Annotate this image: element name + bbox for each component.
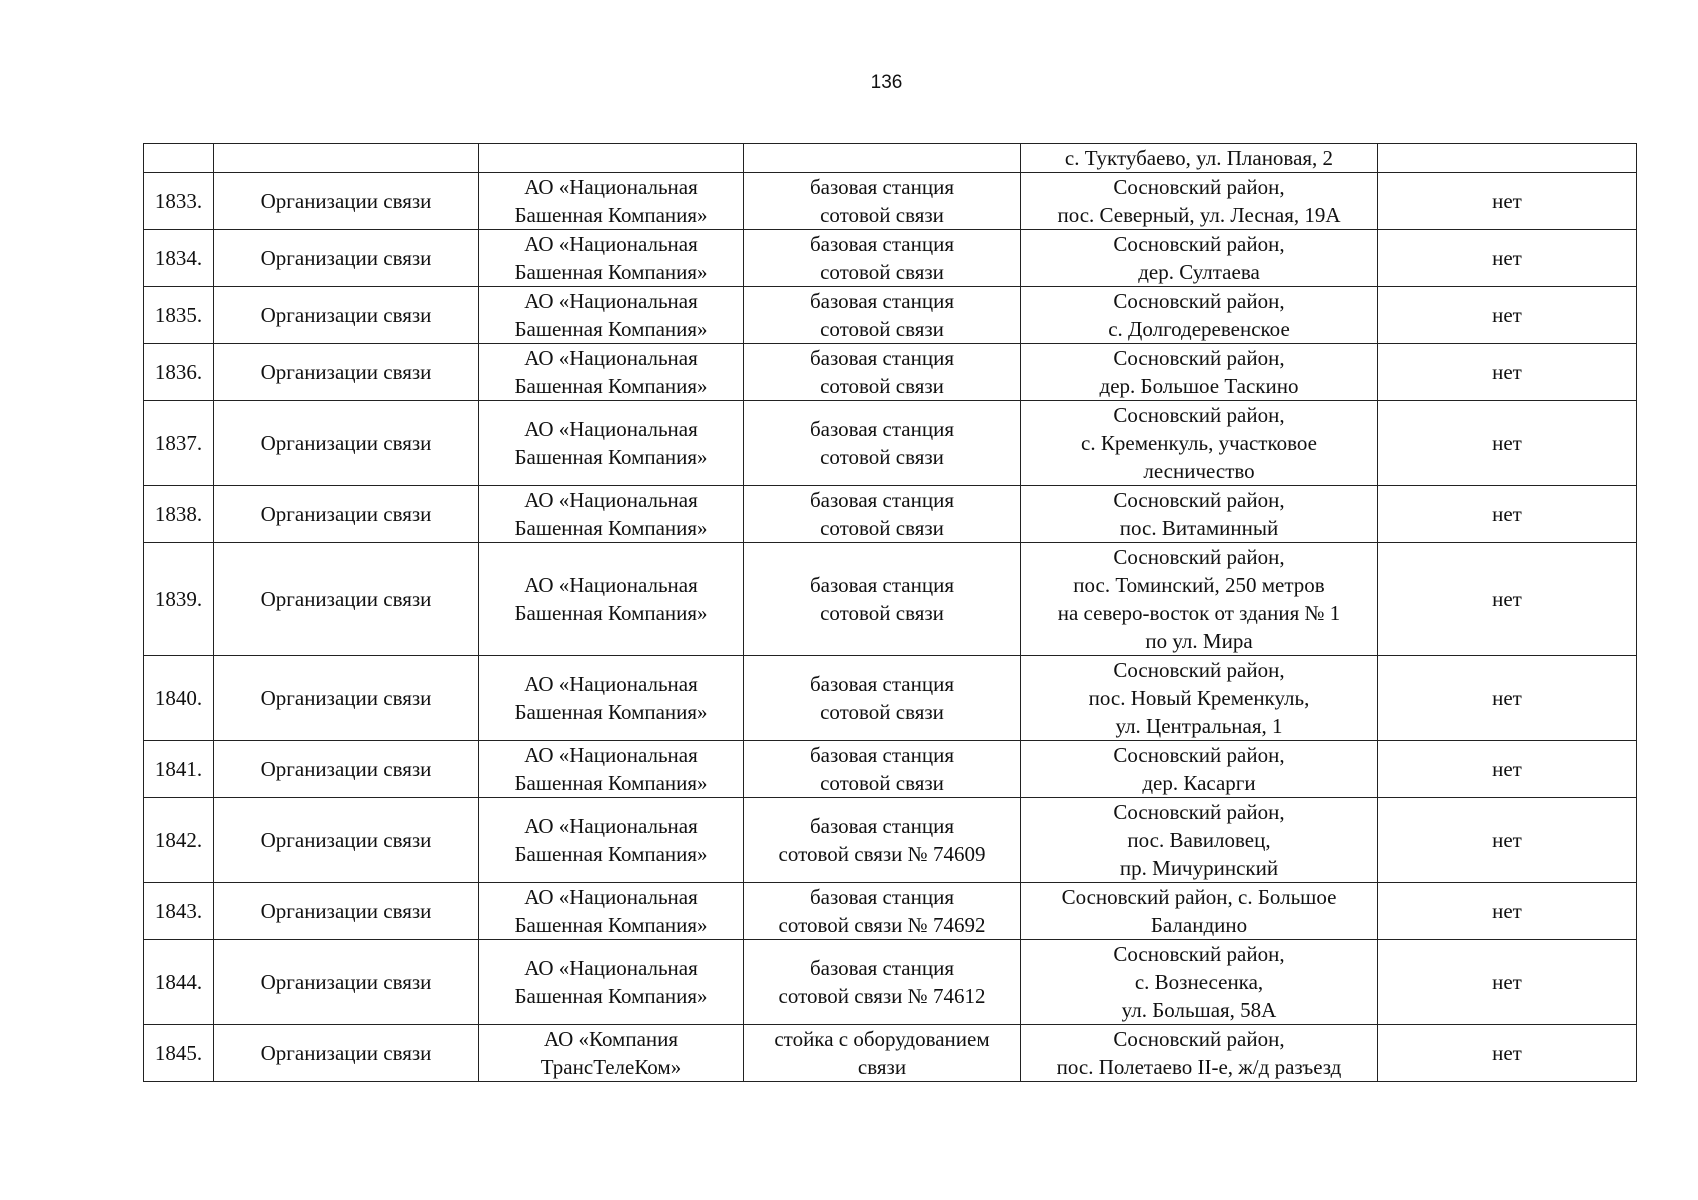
cell-address: Сосновский район, пос. Витаминный <box>1021 486 1378 543</box>
cell-category: Организации связи <box>214 486 479 543</box>
cell-number: 1840. <box>144 656 214 741</box>
cell-address: с. Туктубаево, ул. Плановая, 2 <box>1021 144 1378 173</box>
cell-number: 1837. <box>144 401 214 486</box>
cell-flag: нет <box>1378 173 1637 230</box>
table-row <box>144 401 1637 486</box>
cell-number: 1843. <box>144 883 214 940</box>
cell-object: базовая станция сотовой связи <box>744 401 1021 486</box>
cell-address: Сосновский район, с. Вознесенка, ул. Большая, 58А <box>1021 940 1378 1025</box>
table-row <box>144 798 1637 883</box>
cell-category: Организации связи <box>214 401 479 486</box>
registry-table-body <box>144 144 1637 1082</box>
cell-flag: нет <box>1378 543 1637 656</box>
cell-address: Сосновский район, с. Большое Баландино <box>1021 883 1378 940</box>
registry-table <box>143 143 1637 1082</box>
cell-category: Организации связи <box>214 940 479 1025</box>
cell-organization: АО «Национальная Башенная Компания» <box>479 401 744 486</box>
page-number: 136 <box>870 72 903 93</box>
cell-organization: АО «Национальная Башенная Компания» <box>479 798 744 883</box>
cell-object: базовая станция сотовой связи <box>744 287 1021 344</box>
cell-number: 1845. <box>144 1025 214 1082</box>
cell-object <box>744 144 1021 173</box>
cell-object: базовая станция сотовой связи <box>744 173 1021 230</box>
cell-number: 1833. <box>144 173 214 230</box>
cell-organization: АО «Национальная Башенная Компания» <box>479 230 744 287</box>
table-row <box>144 741 1637 798</box>
cell-flag: нет <box>1378 401 1637 486</box>
table-row <box>144 543 1637 656</box>
cell-flag: нет <box>1378 486 1637 543</box>
cell-address: Сосновский район, дер. Большое Таскино <box>1021 344 1378 401</box>
cell-category: Организации связи <box>214 883 479 940</box>
cell-flag: нет <box>1378 287 1637 344</box>
cell-number: 1841. <box>144 741 214 798</box>
cell-category: Организации связи <box>214 741 479 798</box>
table-row <box>144 287 1637 344</box>
cell-organization: АО «Национальная Башенная Компания» <box>479 883 744 940</box>
cell-number <box>144 144 214 173</box>
cell-flag: нет <box>1378 940 1637 1025</box>
cell-number: 1842. <box>144 798 214 883</box>
cell-address: Сосновский район, пос. Томинский, 250 метров на северо-восток от здания № 1 по ул. Мира <box>1021 543 1378 656</box>
cell-category: Организации связи <box>214 230 479 287</box>
cell-number: 1839. <box>144 543 214 656</box>
cell-object: стойка с оборудованием связи <box>744 1025 1021 1082</box>
cell-number: 1844. <box>144 940 214 1025</box>
cell-object: базовая станция сотовой связи <box>744 741 1021 798</box>
cell-category: Организации связи <box>214 1025 479 1082</box>
cell-object: базовая станция сотовой связи <box>744 543 1021 656</box>
cell-organization: АО «Национальная Башенная Компания» <box>479 173 744 230</box>
cell-object: базовая станция сотовой связи <box>744 656 1021 741</box>
table-row <box>144 486 1637 543</box>
cell-organization: АО «Национальная Башенная Компания» <box>479 656 744 741</box>
cell-organization: АО «Компания ТрансТелеКом» <box>479 1025 744 1082</box>
cell-number: 1836. <box>144 344 214 401</box>
cell-address: Сосновский район, дер. Касарги <box>1021 741 1378 798</box>
table-row <box>144 940 1637 1025</box>
cell-address: Сосновский район, пос. Полетаево II-е, ж/д разъезд <box>1021 1025 1378 1082</box>
cell-organization: АО «Национальная Башенная Компания» <box>479 940 744 1025</box>
table-row <box>144 173 1637 230</box>
cell-flag: нет <box>1378 798 1637 883</box>
cell-organization: АО «Национальная Башенная Компания» <box>479 287 744 344</box>
cell-address: Сосновский район, пос. Новый Кременкуль, ул. Центральная, 1 <box>1021 656 1378 741</box>
cell-address: Сосновский район, с. Кременкуль, участковое лесничество <box>1021 401 1378 486</box>
cell-category: Организации связи <box>214 656 479 741</box>
cell-flag: нет <box>1378 230 1637 287</box>
cell-address: Сосновский район, дер. Султаева <box>1021 230 1378 287</box>
cell-flag: нет <box>1378 344 1637 401</box>
cell-flag: нет <box>1378 741 1637 798</box>
cell-category: Организации связи <box>214 173 479 230</box>
cell-organization: АО «Национальная Башенная Компания» <box>479 486 744 543</box>
cell-organization: АО «Национальная Башенная Компания» <box>479 344 744 401</box>
table-row <box>144 344 1637 401</box>
cell-address: Сосновский район, с. Долгодеревенское <box>1021 287 1378 344</box>
cell-organization: АО «Национальная Башенная Компания» <box>479 543 744 656</box>
cell-category: Организации связи <box>214 543 479 656</box>
cell-organization: АО «Национальная Башенная Компания» <box>479 741 744 798</box>
cell-object: базовая станция сотовой связи <box>744 230 1021 287</box>
table-row <box>144 883 1637 940</box>
cell-flag: нет <box>1378 1025 1637 1082</box>
table-row-continuation <box>144 144 1637 173</box>
cell-category: Организации связи <box>214 798 479 883</box>
cell-address: Сосновский район, пос. Северный, ул. Лесная, 19А <box>1021 173 1378 230</box>
table-row <box>144 1025 1637 1082</box>
cell-flag: нет <box>1378 656 1637 741</box>
cell-flag: нет <box>1378 883 1637 940</box>
cell-category <box>214 144 479 173</box>
cell-object: базовая станция сотовой связи № 74609 <box>744 798 1021 883</box>
table-row <box>144 230 1637 287</box>
cell-number: 1834. <box>144 230 214 287</box>
table-row <box>144 656 1637 741</box>
cell-object: базовая станция сотовой связи <box>744 486 1021 543</box>
cell-category: Организации связи <box>214 287 479 344</box>
cell-object: базовая станция сотовой связи № 74612 <box>744 940 1021 1025</box>
cell-flag <box>1378 144 1637 173</box>
cell-object: базовая станция сотовой связи <box>744 344 1021 401</box>
cell-organization <box>479 144 744 173</box>
cell-number: 1838. <box>144 486 214 543</box>
cell-category: Организации связи <box>214 344 479 401</box>
cell-object: базовая станция сотовой связи № 74692 <box>744 883 1021 940</box>
cell-number: 1835. <box>144 287 214 344</box>
cell-address: Сосновский район, пос. Вавиловец, пр. Мичуринский <box>1021 798 1378 883</box>
